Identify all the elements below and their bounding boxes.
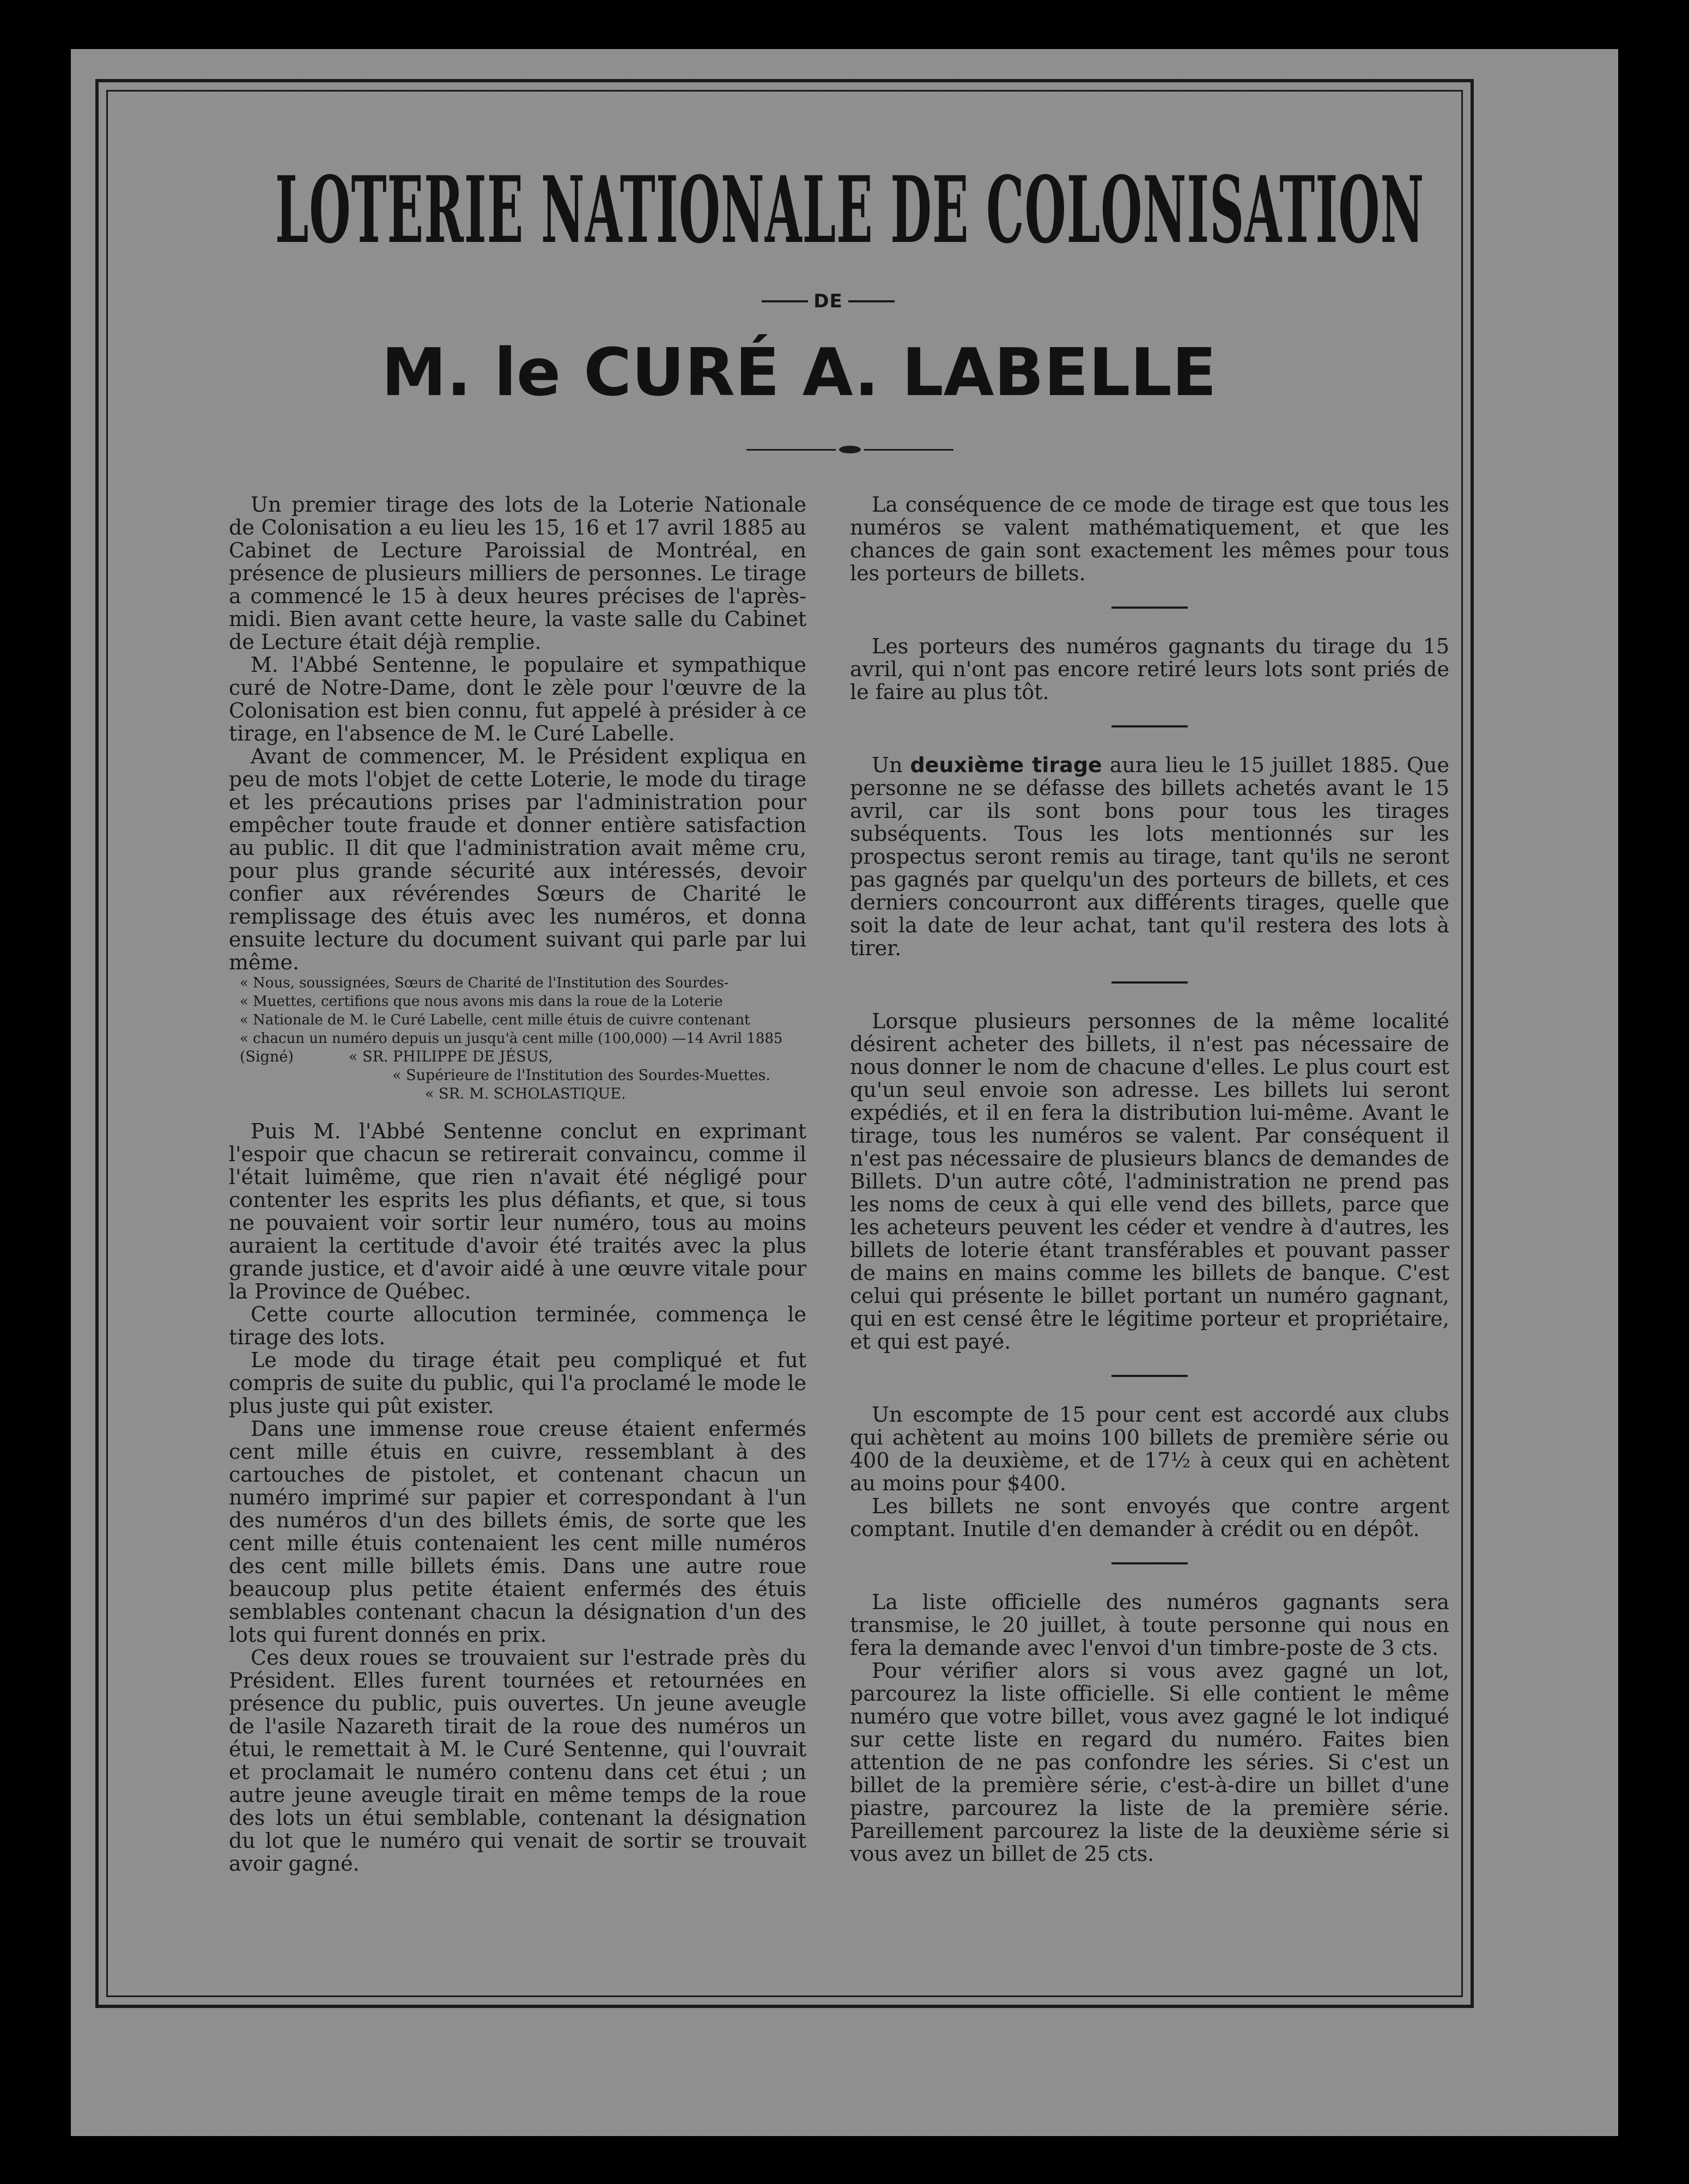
de-label: DE [813,290,843,312]
signature-row [240,1048,806,1066]
paragraph [850,754,1449,960]
paragraph: Cette courte allocution terminée, commença le tirage des lots. [229,1302,806,1349]
right-column [850,493,1449,1865]
left-column [229,493,806,1875]
lead-word: Un [872,753,903,777]
signature-name: « SR. PHILIPPE DE JÉSUS, [349,1048,553,1065]
section-rule [1111,1375,1188,1377]
paragraph: Avant de commencer, M. le Président expliqua en peu de mots l'objet de cette Loterie, le mode du tirage et les précautions prises par l'administration pour empêcher toute fraude et donner entière satisfaction au public. Il dit que l'administration avait même cru, pour plus grande sécurité aux intéressés, devoir confier aux révérendes Sœurs de Charité le remplissage des étuis avec les numéros, et donna ensuite lecture du document suivant qui parle par lui même. [229,744,806,974]
paragraph: M. l'Abbé Sentenne, le populaire et sympathique curé de Notre-Dame, dont le zèle pour l'œuvre de la Colonisation est bien connu, fut appelé à présider à ce tirage, en l'absence de M. le Curé Labelle. [229,653,806,745]
quote-line: « Nationale de M. le Curé Labelle, cent mille étuis de cuivre contenant [240,1012,750,1028]
paragraph: Les billets ne sont envoyés que contre argent comptant. Inutile d'en demander à crédit ou en dépôt. [850,1494,1449,1541]
spacer [229,1103,806,1120]
quote-line: « Muettes, certifions que nous avons mis dans la roue de la Loterie [240,993,723,1010]
signed-label: (Signé) [240,1048,294,1065]
quote-line: « chacun un numéro depuis un jusqu'à cent mille (100,000) —14 Avril 1885 [240,1030,783,1047]
paragraph: Un escompte de 15 pour cent est accordé aux clubs qui achètent au moins 100 billets de première série ou 400 de la deuxième, et de 17½ à ceux qui en achètent au moins pour $400. [850,1403,1449,1495]
divider-rule [762,300,808,302]
section-rule [1111,981,1188,984]
quote-line: « Nous, soussignées, Sœurs de Charité de l'Institution des Sourdes- [240,975,729,991]
paragraph: La liste officielle des numéros gagnants sera transmise, le 20 juillet, à toute personne qui nous en fera la demande avec l'envoi d'un timbre-poste de 3 cts. [850,1590,1449,1660]
paragraph: Pour vérifier alors si vous avez gagné un lot, parcourez la liste officielle. Si elle contient le même numéro que votre billet, vous avez gagné le lot indiqué sur cette liste en regard du numéro. Faites bien attention de ne pas confondre les séries. Si c'est un billet de la première série, c'est-à-dire un billet d'une piastre, parcourez la liste de la première série. Pareillement parcourez la liste de la deuxième série si vous avez un billet de 25 cts. [850,1659,1449,1866]
paragraph: Dans une immense roue creuse étaient enfermés cent mille étuis en cuivre, ressemblant à des cartouches de pistolet, et contenant chacun un numéro imprimé sur papier et correspondant à l'un des numéros d'un des billets émis, de sorte que les cent mille étuis contenaient les cent mille numéros des cent mille billets émis. Dans une autre roue beaucoup plus petite étaient enfermés des étuis semblables contenant chacun la désignation d'un des lots qui furent donnés en prix. [229,1417,806,1647]
ornament-dot [839,446,861,453]
paragraph: Le mode du tirage était peu compliqué et fut compris de suite du public, qui l'a proclamé le mode le plus juste qui pût exister. [229,1348,806,1418]
paragraph: Lorsque plusieurs personnes de la même localité désirent acheter des billets, il n'est pas nécessaire de nous donner le nom de chacune d'elles. Le plus court est qu'un seul envoie son adresse. Les billets lui seront expédiés, et il en fera la distribution lui-même. Avant le tirage, tous les numéros se valent. Par conséquent il n'est pas nécessaire de plusieurs blancs de demandes de Billets. D'un autre côté, l'administration ne prend pas les noms de ceux à qui elle vend des billets, parce que les acheteurs peuvent les céder et vendre à d'autres, les billets de loterie étant transférables et pouvant passer de mains en mains comme les billets de banque. C'est celui qui présente le billet portant un numéro gagnant, qui en est censé être le légitime porteur et propriétaire, et qui est payé. [850,1009,1449,1354]
certificate-quote [229,974,806,1103]
paragraph: Un premier tirage des lots de la Loterie Nationale de Colonisation a eu lieu les 15, 16 et 17 avril 1885 au Cabinet de Lecture Paroissial de Montréal, en présence de plusieurs milliers de personnes. Le tirage a commencé le 15 à deux heures précises de l'après-midi. Bien avant cette heure, la vaste salle du Cabinet de Lecture était déjà remplie. [229,493,806,654]
ornament-rule [746,449,836,451]
emphasis-text: deuxième tirage [910,753,1102,777]
signature-title: « Supérieure de l'Institution des Sourdes-Muettes. [392,1067,770,1084]
paragraph: La conséquence de ce mode de tirage est que tous les numéros se valent mathématiquement, et que les chances de gain sont exactement les mêmes pour tous les porteurs de billets. [850,493,1449,585]
divider-rule [848,300,895,302]
ornament-divider [746,441,953,458]
ornament-rule [864,449,953,451]
poster-subtitle: M. le CURÉ A. LABELLE [381,335,1217,411]
section-rule [1111,725,1188,727]
section-rule [1111,1562,1188,1564]
section-rule [1111,606,1188,609]
paragraph: Puis M. l'Abbé Sentenne conclut en exprimant l'espoir que chacun se retirerait convaincu, comme il l'était luimême, que rien n'avait été négligé pour contenter les esprits les plus défiants, et que, si tous ne pouvaient voir sortir leur numéro, tous au moins auraient la certitude d'avoir été traités avec la plus grande justice, et d'avoir aidé à une œuvre vitale pour la Province de Québec. [229,1119,806,1303]
signature-name-2: « SR. M. SCHOLASTIQUE. [425,1085,626,1102]
poster-title: LOTERIE NATIONALE DE COLONISATION [275,156,1425,264]
de-divider [741,288,915,315]
paragraph: Ces deux roues se trouvaient sur l'estrade près du Président. Elles furent tournées et retournées en présence du public, puis ouvertes. Un jeune aveugle de l'asile Nazareth tirait de la roue des numéros un étui, le remettait à M. le Curé Sentenne, qui l'ouvrait et proclamait le numéro contenu dans cet étui ; un autre jeune aveugle tirait en même temps de la roue des lots un étui semblable, contenant la désignation du lot que le numéro qui venait de sortir se trouvait avoir gagné. [229,1646,806,1876]
paragraph-text: aura lieu le 15 juillet 1885. Que personne ne se défasse des billets achetés avant le 15 avril, car ils sont bons pour tous les tirages subséquents. Tous les lots mentionnés sur les prospectus seront remis au tirage, tant qu'ils ne seront pas gagnés par quelqu'un des porteurs de billets, et ces derniers concourront aux différents tirages, quelle que soit la date de leur achat, tant qu'il restera des lots à tirer. [850,753,1449,960]
paragraph: Les porteurs des numéros gagnants du tirage du 15 avril, qui n'ont pas encore retiré leurs lots sont priés de le faire au plus tôt. [850,634,1449,704]
